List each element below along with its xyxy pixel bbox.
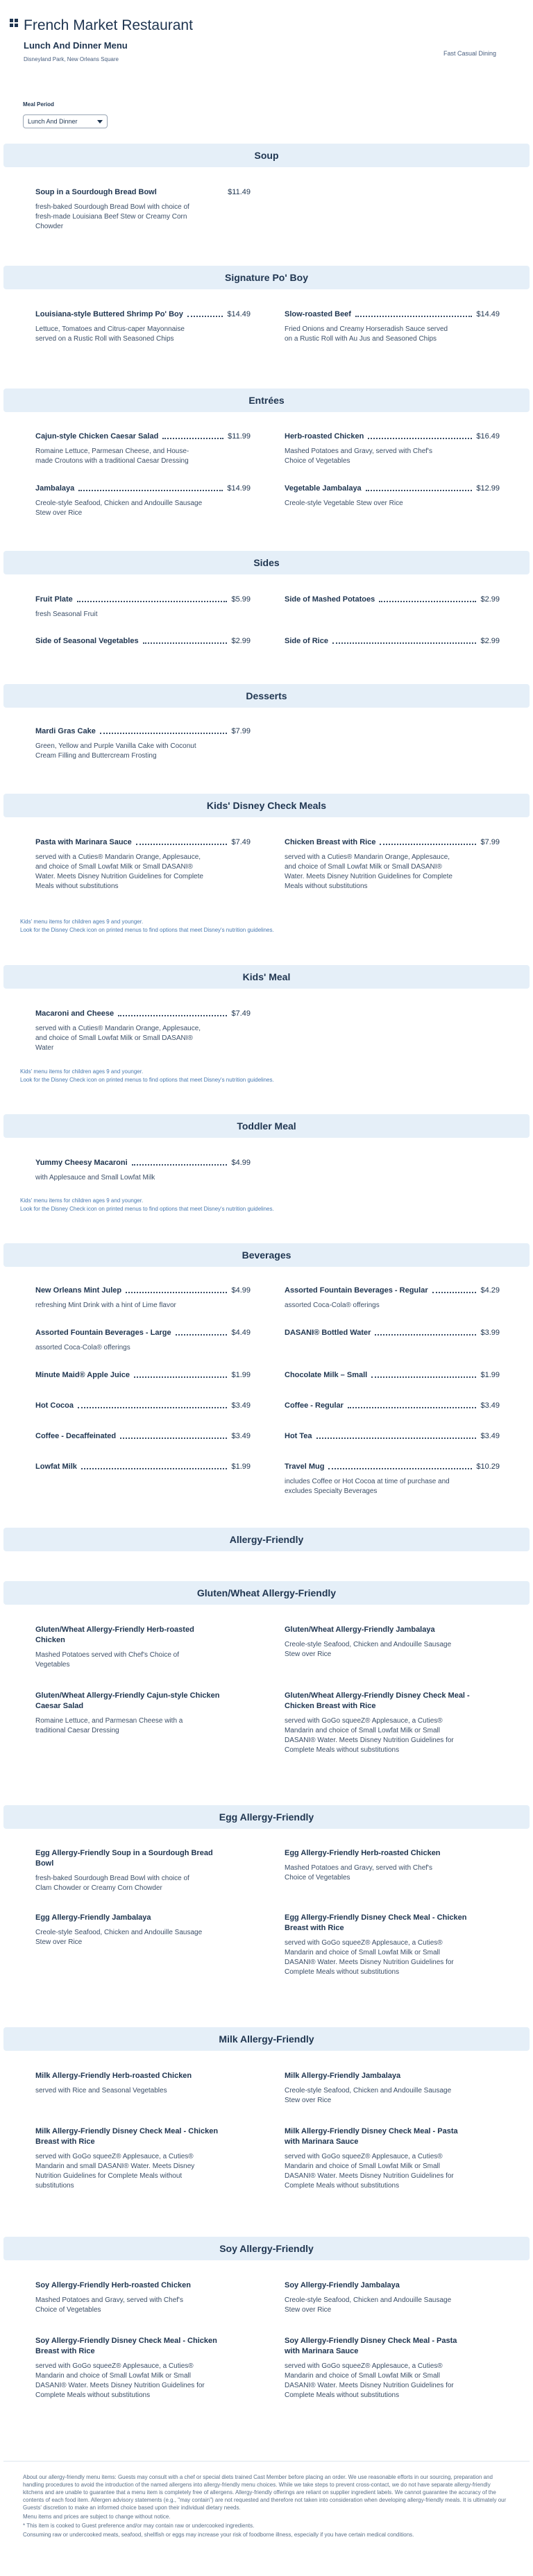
note-line: About our allergy-friendly menu items: Guests may consult with a chef or special diets trained Cast Member before placing an order. We use reasonable efforts in our sourcing, preparation and handling procedures to avoid the introduction of the named allergens into allergy-friendly menu choices. While we take steps to prevent cross-contact, we do not have separate allergy-friendly kitchens and are unable to guarantee that a menu item is completely free of allergens. Allergy-friendly offerings are reliant on supplier ingredient labels. We cannot guarantee the accuracy of the contents of each food item. Allergen advisory statements (e.g., "may contain") are not requested and therefore not taken into consideration when developing allergy-friendly meals. It is ultimately our Guests' discretion to make an informed choice based upon their individual dietary needs. [23, 2474, 507, 2511]
menu-item[interactable] [285, 1328, 500, 1338]
note-line: Kids' menu items for children ages 9 and younger. [20, 1197, 144, 1204]
item-price: $7.49 [231, 1009, 251, 1018]
item-title-row [35, 1158, 251, 1168]
chevron-down-icon [97, 120, 103, 123]
item-description: served with a Cuties® Mandarin Orange, Applesauce, and choice of Small Lowfat Milk or Small DASANI® Water [35, 1025, 201, 1052]
item-title-row [35, 1462, 251, 1472]
dot-leader [81, 1468, 228, 1469]
item-price: $4.99 [231, 1159, 251, 1167]
section-allergy-friendly: Allergy-Friendly [3, 1528, 530, 1551]
menu-item[interactable] [285, 1431, 500, 1442]
restaurant-location: Disneyland Park, New Orleans Square [24, 56, 119, 62]
item-name: Fruit Plate [35, 595, 73, 604]
item-title-row [285, 636, 500, 647]
menu-item[interactable] [35, 1625, 223, 1670]
menu-item[interactable] [285, 636, 500, 647]
item-title-row [285, 1370, 500, 1381]
item-description: served with Rice and Seasonal Vegetables [35, 2087, 167, 2095]
menu-item[interactable] [285, 1370, 500, 1381]
dot-leader [316, 1438, 477, 1439]
item-description: with Applesauce and Small Lowfat Milk [35, 1174, 155, 1182]
menu-item[interactable] [285, 1691, 472, 1755]
dot-leader [143, 642, 228, 644]
item-name: Mardi Gras Cake [35, 727, 96, 735]
item-price: $12.99 [476, 484, 500, 493]
section-desserts: Desserts [3, 684, 530, 708]
item-name: Side of Mashed Potatoes [285, 595, 375, 604]
item-title-row [285, 1328, 500, 1338]
item-description: served with GoGo squeeZ® Applesauce, a Cuties® Mandarin and small DASANI® Water. Meets Disney Nutrition Guidelines for Complete Meals without substitutions [35, 2153, 195, 2190]
menu-item[interactable] [285, 595, 500, 605]
item-title-row [35, 636, 251, 647]
section-toddler-meal: Toddler Meal [3, 1114, 530, 1138]
dot-leader [332, 642, 477, 644]
kids-note [20, 1197, 274, 1213]
item-description: Creole-style Vegetable Stew over Rice [285, 500, 403, 507]
item-title-row [285, 1286, 500, 1296]
item-description: Creole-style Seafood, Chicken and Andouille Sausage Stew over Rice [35, 1929, 203, 1946]
item-name: Egg Allergy-Friendly Herb-roasted Chicken [285, 1849, 441, 1857]
item-description: Mashed Potatoes and Gravy, served with Chef's Choice of Vegetables [35, 2296, 183, 2314]
menu-item[interactable] [35, 636, 251, 647]
item-price: $4.29 [480, 1286, 500, 1295]
dot-leader [328, 1468, 472, 1469]
item-name: Coffee - Regular [285, 1401, 344, 1410]
item-name: Vegetable Jambalaya [285, 484, 362, 493]
item-description: Lettuce, Tomatoes and Citrus-caper Mayonnaise served on a Rustic Roll with Seasoned Chips [35, 325, 185, 343]
item-title-row [285, 595, 500, 605]
item-name: Milk Allergy-Friendly Herb-roasted Chicken [35, 2072, 192, 2080]
menu-item[interactable] [35, 837, 251, 892]
item-price: $7.49 [231, 838, 251, 846]
item-name: Gluten/Wheat Allergy-Friendly Disney Check Meal - Chicken Breast with Rice [285, 1691, 470, 1710]
item-name: Side of Seasonal Vegetables [35, 637, 139, 645]
item-title-row [35, 309, 251, 320]
footer-disclaimer [23, 2473, 509, 2540]
item-price: $7.99 [231, 727, 251, 735]
item-name: Lowfat Milk [35, 1462, 77, 1471]
section-soy-allergy: Soy Allergy-Friendly [3, 2237, 530, 2260]
menu-item[interactable] [35, 595, 251, 620]
item-description: served with a Cuties® Mandarin Orange, Applesauce, and choice of Small Lowfat Milk or Small DASANI® Water. Meets Disney Nutrition Guidelines for Complete Meals without substitutions [35, 853, 203, 890]
item-name: Gluten/Wheat Allergy-Friendly Jambalaya [285, 1626, 435, 1634]
item-description: Mashed Potatoes and Gravy, served with Chef's Choice of Vegetables [285, 1864, 432, 1882]
item-price: $5.99 [231, 595, 251, 604]
item-name: Assorted Fountain Beverages - Large [35, 1329, 171, 1337]
menu-item[interactable] [285, 309, 500, 344]
menu-item[interactable] [35, 1158, 251, 1183]
item-price: $16.49 [476, 432, 500, 441]
dot-leader [126, 1292, 227, 1293]
menu-item[interactable] [285, 2071, 472, 2106]
item-name: Cajun-style Chicken Caesar Salad [35, 432, 159, 441]
item-price: $1.99 [231, 1371, 251, 1379]
item-price: $11.49 [228, 188, 251, 196]
note-line: Look for the Disney Check icon on printed menus to find options that meet Disney's nutrition guidelines. [20, 1077, 274, 1083]
kids-note [20, 1068, 274, 1084]
menu-item[interactable] [285, 1913, 472, 1977]
item-name: Assorted Fountain Beverages - Regular [285, 1286, 428, 1295]
item-name: Soup in a Sourdough Bread Bowl [35, 188, 157, 196]
item-name: Macaroni and Cheese [35, 1009, 115, 1018]
item-name: Slow-roasted Beef [285, 310, 351, 318]
item-title-row [35, 432, 251, 442]
item-price: $3.49 [480, 1432, 500, 1440]
item-description: served with GoGo squeeZ® Applesauce, a Cuties® Mandarin and choice of Small Lowfat Milk or Small DASANI® Water. Meets Disney Nutrition Guidelines for Complete Meals without substitutions [35, 2362, 205, 2399]
item-price: $2.99 [480, 595, 500, 604]
menu-item[interactable] [35, 1401, 251, 1411]
item-description: served with GoGo squeeZ® Applesauce, a Cuties® Mandarin and choice of Small Lowfat Milk or Small DASANI® Water. Meets Disney Nutrition Guidelines for Complete Meals without substitutions [285, 1939, 454, 1976]
menu-item[interactable] [35, 2280, 223, 2315]
dot-leader [366, 490, 473, 491]
meal-period-label: Meal Period [23, 101, 54, 108]
item-description: Mashed Potatoes served with Chef's Choice of Vegetables [35, 1651, 180, 1669]
dot-leader [118, 1015, 227, 1016]
item-title-row [35, 484, 251, 494]
item-name: Gluten/Wheat Allergy-Friendly Herb-roasted Chicken [35, 1626, 194, 1644]
item-name: Egg Allergy-Friendly Disney Check Meal - Chicken Breast with Rice [285, 1913, 467, 1932]
menu-item[interactable] [285, 837, 500, 892]
item-price: $1.99 [480, 1371, 500, 1379]
item-title-row [35, 1328, 251, 1338]
item-title-row [35, 595, 251, 605]
item-description: assorted Coca-Cola® offerings [35, 1344, 130, 1351]
item-name: Milk Allergy-Friendly Disney Check Meal - Chicken Breast with Rice [35, 2127, 219, 2146]
page-subtitle: Lunch And Dinner Menu [24, 40, 128, 51]
dot-leader [78, 490, 223, 491]
menu-item[interactable] [35, 1462, 251, 1472]
item-description: includes Coffee or Hot Cocoa at time of purchase and excludes Specialty Beverages [285, 1478, 450, 1495]
dot-leader [380, 844, 476, 845]
item-description: Green, Yellow and Purple Vanilla Cake with Coconut Cream Filling and Buttercream Frosting [35, 742, 196, 760]
dot-leader [132, 1164, 228, 1166]
meal-period-value: Lunch And Dinner [28, 118, 78, 125]
item-price: $4.49 [231, 1329, 251, 1337]
item-title-row [285, 1431, 500, 1442]
item-name: Egg Allergy-Friendly Jambalaya [35, 1913, 151, 1922]
dot-leader [136, 844, 228, 845]
item-description: fresh-baked Sourdough Bread Bowl with choice of Clam Chowder or Creamy Corn Chowder [35, 1875, 189, 1892]
item-description: Romaine Lettuce, Parmesan Cheese, and House-made Croutons with a traditional Caesar Dressing [35, 447, 189, 465]
item-name: Soy Allergy-Friendly Disney Check Meal - Pasta with Marinara Sauce [285, 2337, 457, 2355]
section-soup: Soup [3, 144, 530, 167]
dot-leader [375, 1334, 476, 1336]
item-price: $10.29 [476, 1462, 500, 1471]
item-name: Gluten/Wheat Allergy-Friendly Cajun-style Chicken Caesar Salad [35, 1691, 220, 1710]
item-name: Milk Allergy-Friendly Jambalaya [285, 2072, 401, 2080]
dot-leader [120, 1438, 227, 1439]
menu-item[interactable] [35, 1691, 223, 1736]
item-description: Creole-style Seafood, Chicken and Andouille Sausage Stew over Rice [285, 2087, 452, 2104]
item-name: Chocolate Milk – Small [285, 1371, 368, 1379]
price-category: Fast Casual Dining [443, 50, 496, 57]
item-name: Yummy Cheesy Macaroni [35, 1159, 128, 1167]
item-description: served with a Cuties® Mandarin Orange, Applesauce, and choice of Small Lowfat Milk or Small DASANI® Water. Meets Disney Nutrition Guidelines for Complete Meals without substitutions [285, 853, 452, 890]
item-price: $14.99 [227, 484, 251, 493]
item-name: Chicken Breast with Rice [285, 838, 376, 846]
dot-leader [162, 438, 223, 439]
dot-leader [371, 1376, 476, 1378]
menu-item[interactable] [285, 1625, 472, 1660]
kids-note [20, 918, 274, 935]
dot-leader [187, 316, 223, 317]
section-signature-po-boy: Signature Po' Boy [3, 266, 530, 289]
item-price: $11.99 [228, 432, 251, 441]
item-price: $14.49 [227, 310, 251, 318]
item-name: Hot Tea [285, 1432, 312, 1440]
menu-item[interactable] [285, 432, 500, 466]
item-name: Egg Allergy-Friendly Soup in a Sourdough Bread Bowl [35, 1849, 213, 1868]
item-price: $3.49 [231, 1432, 251, 1440]
menu-item[interactable] [35, 2126, 223, 2191]
item-title-row [35, 1009, 251, 1019]
note-line: Look for the Disney Check icon on printed menus to find options that meet Disney's nutrition guidelines. [20, 927, 274, 933]
item-name: Jambalaya [35, 484, 75, 493]
menu-item[interactable] [35, 1370, 251, 1381]
dot-leader [348, 1407, 477, 1408]
note-line: Look for the Disney Check icon on printed menus to find options that meet Disney's nutrition guidelines. [20, 1206, 274, 1212]
item-name: Hot Cocoa [35, 1401, 74, 1410]
item-description: served with GoGo squeeZ® Applesauce, a Cuties® Mandarin and choice of Small Lowfat Milk or Small DASANI® Water. Meets Disney Nutrition Guidelines for Complete Meals without substitutions [285, 1717, 454, 1754]
dot-leader [432, 1292, 477, 1293]
item-title-row [35, 1401, 251, 1411]
section-kids-meal: Kids' Meal [3, 965, 530, 989]
item-description: Creole-style Seafood, Chicken and Andouille Sausage Stew over Rice [285, 2296, 452, 2314]
menu-item[interactable] [35, 2336, 223, 2400]
item-description: Mashed Potatoes and Gravy, served with Chef's Choice of Vegetables [285, 447, 432, 465]
item-name: Soy Allergy-Friendly Disney Check Meal - Chicken Breast with Rice [35, 2337, 217, 2355]
menu-item[interactable] [35, 1848, 223, 1893]
footer-divider [3, 2461, 530, 2462]
item-name: Side of Rice [285, 637, 328, 645]
item-name: Minute Maid® Apple Juice [35, 1371, 130, 1379]
menu-item[interactable] [35, 2071, 223, 2096]
menu-item[interactable] [35, 309, 251, 344]
section-sides: Sides [3, 551, 530, 574]
menu-item[interactable] [285, 2336, 472, 2400]
menu-item[interactable] [35, 1431, 251, 1442]
menu-item[interactable] [285, 2280, 472, 2315]
menu-item[interactable] [35, 484, 251, 518]
item-title-row [285, 1401, 500, 1411]
item-title-row [35, 1431, 251, 1442]
menu-item[interactable] [285, 1401, 500, 1411]
dot-leader [100, 733, 228, 734]
menu-item[interactable] [285, 1848, 472, 1883]
section-egg-allergy: Egg Allergy-Friendly [3, 1805, 530, 1829]
item-name: Soy Allergy-Friendly Jambalaya [285, 2281, 400, 2289]
section-beverages: Beverages [3, 1243, 530, 1267]
item-description: fresh-baked Sourdough Bread Bowl with choice of fresh-made Louisiana Beef Stew or Creamy Corn Chowder [35, 203, 189, 230]
item-description: refreshing Mint Drink with a hint of Lime flavor [35, 1302, 176, 1309]
dot-leader [176, 1334, 228, 1336]
item-price: $1.99 [231, 1462, 251, 1471]
item-name: Herb-roasted Chicken [285, 432, 364, 441]
item-description: Romaine Lettuce, and Parmesan Cheese with a traditional Caesar Dressing [35, 1717, 183, 1734]
item-price: $4.99 [231, 1286, 251, 1295]
item-name: Soy Allergy-Friendly Herb-roasted Chicken [35, 2281, 191, 2289]
dot-leader [77, 601, 228, 602]
section-milk-allergy: Milk Allergy-Friendly [3, 2027, 530, 2051]
page-title: French Market Restaurant [24, 17, 193, 33]
page-header [0, 0, 533, 105]
item-description: served with GoGo squeeZ® Applesauce, a Cuties® Mandarin and choice of Small Lowfat Milk or Small DASANI® Water. Meets Disney Nutrition Guidelines for Complete Meals without substitutions [285, 2362, 454, 2399]
item-price: $7.99 [480, 838, 500, 846]
note-line: * This item is cooked to Guest preference and/or may contain raw or undercooked ingredients. [23, 2523, 255, 2529]
item-title-row [285, 837, 500, 848]
note-line: Kids' menu items for children ages 9 and younger. [20, 1068, 144, 1075]
menu-item[interactable] [35, 187, 251, 232]
section-kids-disney-check: Kids' Disney Check Meals [3, 794, 530, 817]
item-description: served with GoGo squeeZ® Applesauce, a Cuties® Mandarin and choice of Small Lowfat Milk or Small DASANI® Water. Meets Disney Nutrition Guidelines for Complete Meals without substitutions [285, 2153, 454, 2190]
item-description: assorted Coca-Cola® offerings [285, 1302, 380, 1309]
section-entrees: Entrées [3, 389, 530, 412]
menu-item[interactable] [285, 1286, 500, 1311]
item-price: $3.49 [231, 1401, 251, 1410]
note-line: Consuming raw or undercooked meats, seafood, shellfish or eggs may increase your risk of foodborne illness, especially if you have certain medical conditions. [23, 2532, 414, 2538]
dot-leader [355, 316, 472, 317]
menu-item[interactable] [35, 432, 251, 466]
item-description: Fried Onions and Creamy Horseradish Sauce served on a Rustic Roll with Au Jus and Seasoned Chips [285, 325, 448, 343]
menu-item[interactable] [285, 2126, 472, 2191]
dot-leader [379, 601, 476, 602]
menu-item[interactable] [35, 1913, 223, 1947]
item-title-row [285, 432, 500, 442]
item-description: Creole-style Seafood, Chicken and Andouille Sausage Stew over Rice [285, 1641, 452, 1658]
item-price: $3.99 [480, 1329, 500, 1337]
item-description: Creole-style Seafood, Chicken and Andouille Sausage Stew over Rice [35, 500, 203, 517]
dot-leader [368, 438, 472, 439]
item-title-row [35, 726, 251, 737]
menu-item[interactable] [35, 1328, 251, 1353]
note-line: Kids' menu items for children ages 9 and younger. [20, 919, 144, 925]
item-name: Travel Mug [285, 1462, 325, 1471]
meal-period-select[interactable] [23, 114, 108, 128]
item-name: Pasta with Marinara Sauce [35, 838, 132, 846]
item-title-row [285, 484, 500, 494]
item-title-row [285, 309, 500, 320]
item-description: fresh Seasonal Fruit [35, 611, 98, 618]
item-title-row [35, 187, 251, 198]
item-name: Louisiana-style Buttered Shrimp Po' Boy [35, 310, 183, 318]
dot-leader [134, 1376, 227, 1378]
item-name: Coffee - Decaffeinated [35, 1432, 117, 1440]
item-name: New Orleans Mint Julep [35, 1286, 122, 1295]
item-price: $3.49 [480, 1401, 500, 1410]
item-price: $2.99 [231, 637, 251, 645]
item-title-row [35, 1286, 251, 1296]
item-price: $2.99 [480, 637, 500, 645]
menu-item[interactable] [285, 1462, 500, 1496]
menu-item[interactable] [35, 726, 251, 761]
note-line: Menu items and prices are subject to change without notice. [23, 2514, 171, 2520]
section-gluten-allergy: Gluten/Wheat Allergy-Friendly [3, 1581, 530, 1605]
menu-item[interactable] [285, 484, 500, 509]
dot-leader [78, 1407, 227, 1408]
item-price: $14.49 [476, 310, 500, 318]
item-title-row [35, 837, 251, 848]
item-title-row [285, 1462, 500, 1472]
item-title-row [35, 1370, 251, 1381]
restaurant-logo-icon [10, 19, 18, 27]
item-name: Milk Allergy-Friendly Disney Check Meal - Pasta with Marinara Sauce [285, 2127, 458, 2146]
menu-item[interactable] [35, 1009, 251, 1053]
menu-item[interactable] [35, 1286, 251, 1311]
item-name: DASANI® Bottled Water [285, 1329, 371, 1337]
